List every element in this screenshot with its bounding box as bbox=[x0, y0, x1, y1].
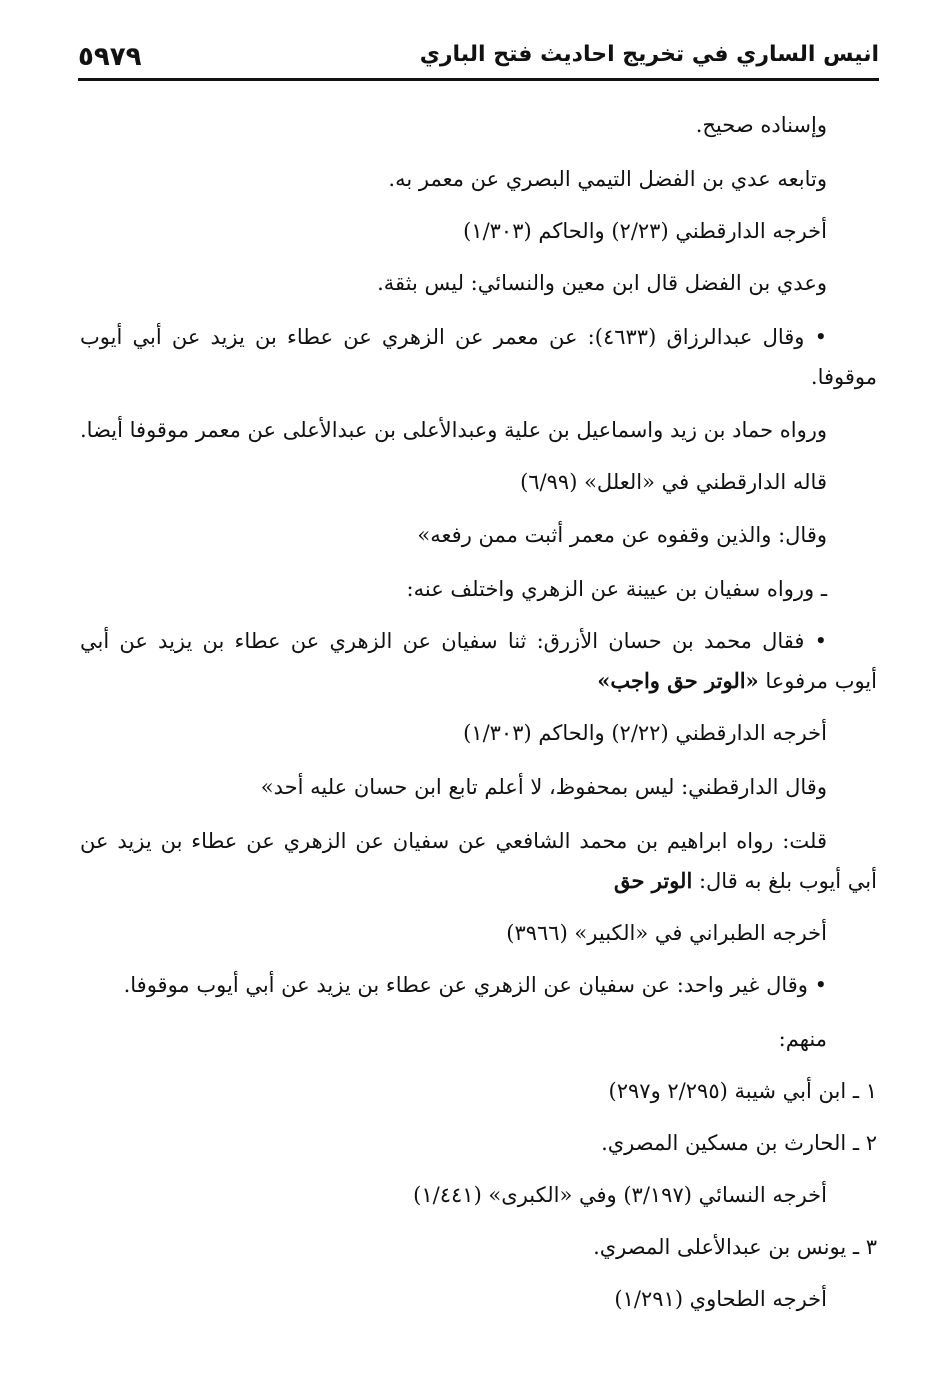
text-line: ورواه حماد بن زيد واسماعيل بن علية وعبدالأعلى بن عبدالأعلى عن معمر موقوفا أيضا. bbox=[80, 418, 827, 442]
text-line: منهم: bbox=[778, 1027, 827, 1051]
text-line: قاله الدارقطني في «العلل» (٦/٩٩) bbox=[520, 470, 827, 494]
text-run: أيوب مرفوعا bbox=[758, 669, 877, 693]
header-rule bbox=[78, 78, 879, 81]
text-line: وعدي بن الفضل قال ابن معين والنسائي: ليس بثقة. bbox=[377, 271, 827, 295]
list-item: ٢ ـ الحارث بن مسكين المصري. bbox=[601, 1131, 877, 1155]
running-title: انيس الساري في تخريج احاديث فتح الباري bbox=[419, 42, 879, 67]
text-line: أخرجه الدارقطني (٢/٢٣) والحاكم (١/٣٠٣) bbox=[463, 219, 827, 243]
text-line: أخرجه الطبراني في «الكبير» (٣٩٦٦) bbox=[506, 921, 827, 945]
text-line: وإسناده صحيح. bbox=[695, 113, 827, 137]
list-item: ٣ ـ يونس بن عبدالأعلى المصري. bbox=[593, 1235, 877, 1259]
hadith-quote: الوتر حق bbox=[613, 868, 693, 893]
list-item: ١ ـ ابن أبي شيبة (٢/٢٩٥ و٢٩٧) bbox=[608, 1079, 877, 1103]
text-line: أخرجه الطحاوي (١/٢٩١) bbox=[614, 1287, 827, 1311]
text-line: وقال: والذين وقفوه عن معمر أثبت ممن رفعه» bbox=[417, 523, 827, 547]
text-line: • وقال غير واحد: عن سفيان عن الزهري عن عطاء بن يزيد عن أبي أيوب موقوفا. bbox=[123, 973, 827, 997]
page-number: ٥٩٧٩ bbox=[78, 42, 142, 72]
text-line: • وقال عبدالرزاق (٤٦٣٣): عن معمر عن الزهري عن عطاء بن يزيد عن أبي أيوب bbox=[80, 325, 828, 349]
text-line bbox=[614, 866, 877, 896]
text-run: أبي أيوب بلغ به قال: bbox=[692, 869, 877, 893]
text-line: وتابعه عدي بن الفضل التيمي البصري عن معمر به. bbox=[388, 167, 827, 191]
text-line: موقوفا. bbox=[810, 365, 877, 389]
hadith-quote: «الوتر حق واجب» bbox=[597, 668, 759, 693]
text-line: • فقال محمد بن حسان الأزرق: ثنا سفيان عن الزهري عن عطاء بن يزيد عن أبي bbox=[80, 629, 827, 653]
text-line: أخرجه الدارقطني (٢/٢٢) والحاكم (١/٣٠٣) bbox=[463, 721, 827, 745]
text-line bbox=[597, 666, 877, 696]
text-line: أخرجه النسائي (٣/١٩٧) وفي «الكبرى» (١/٤٤١) bbox=[413, 1183, 827, 1207]
text-line: ـ ورواه سفيان بن عيينة عن الزهري واختلف عنه: bbox=[406, 577, 827, 601]
text-line: قلت: رواه ابراهيم بن محمد الشافعي عن سفيان عن الزهري عن عطاء بن يزيد عن bbox=[80, 829, 827, 853]
text-line: وقال الدارقطني: ليس بمحفوظ، لا أعلم تابع ابن حسان عليه أحد» bbox=[260, 775, 827, 799]
page-header bbox=[78, 38, 879, 78]
